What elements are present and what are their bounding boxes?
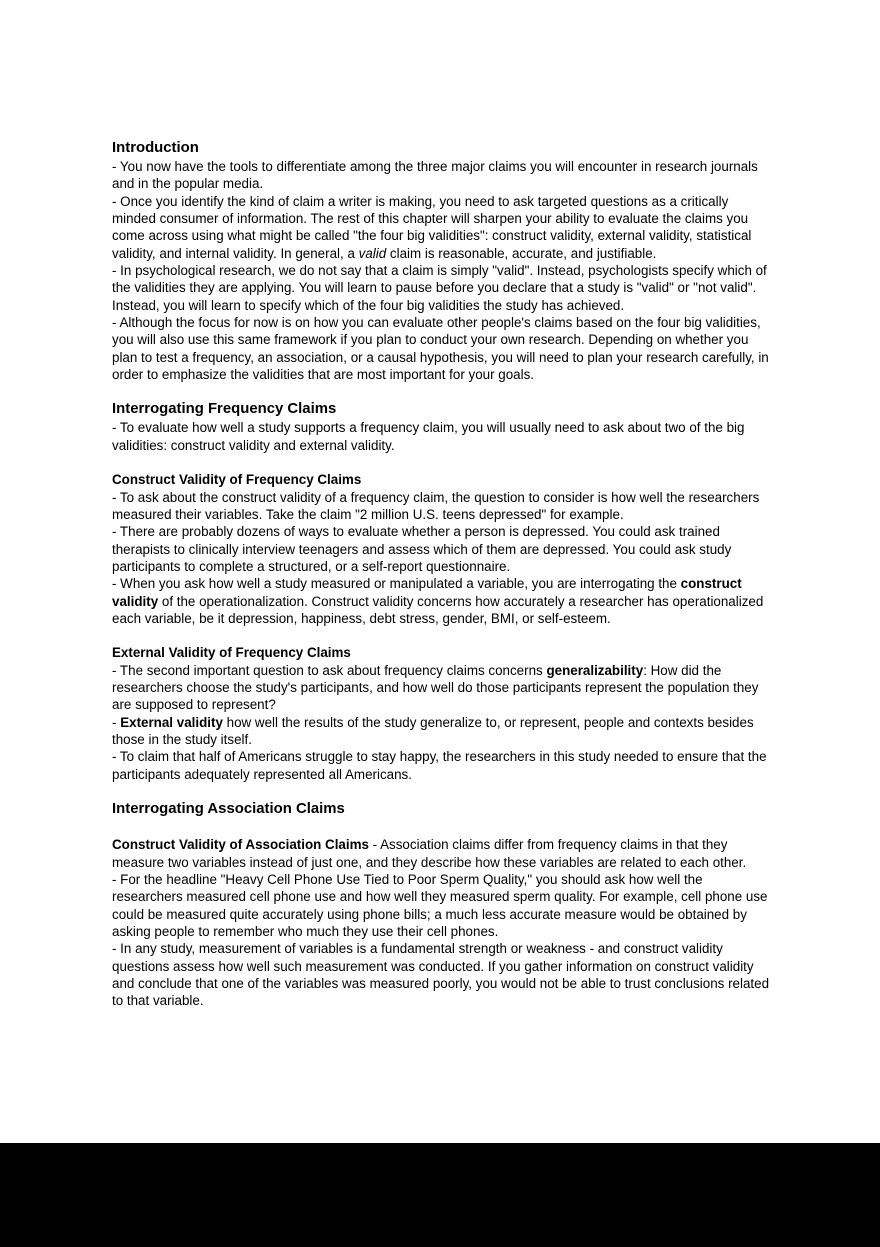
section (112, 139, 770, 383)
paragraph (112, 193, 770, 262)
text-run: - To claim that half of Americans struggle to stay happy, the researchers in this study needed to ensure that the participants adequately represented all Americans. (112, 749, 767, 782)
paragraph (112, 158, 770, 193)
text-run: External validity (120, 714, 223, 730)
text-run: - In any study, measurement of variables is a fundamental strength or weakness - and construct validity questions assess how well such measurement was conducted. If you gather information on construct validity and conclude that one of the variables was measured poorly, you would not be able to trust conclusions related to that variable. (112, 941, 770, 1009)
text-run: - To ask about the construct validity of a frequency claim, the question to consider is how well the researchers measured their variables. Take the claim "2 million U.S. teens depressed" for example. (112, 489, 760, 522)
text-run: generalizability (546, 662, 644, 678)
text-run: - Although the focus for now is on how you can evaluate other people's claims based on the four big validities, you will also use this same framework if you plan to conduct your own research. Depending on whether you plan to test a frequency, an association, or a causal hypothesis, you will need to plan your research carefully, in order to emphasize the validities that are most important for your goals. (112, 315, 769, 383)
text-run: valid (358, 245, 387, 261)
paragraph (112, 489, 770, 524)
bottom-black-bar (0, 1143, 880, 1247)
text-run: - For the headline "Heavy Cell Phone Use Tied to Poor Sperm Quality," you should ask how well the researchers measured cell phone use and how well they measured sperm quality. For example, cell phone use could be measured quite accurately using phone bills; a much less accurate measure would be obtained by asking people to remember who much they use their cell phones. (112, 872, 768, 940)
paragraph (112, 940, 770, 1009)
paragraph (112, 714, 770, 749)
section-heading: External Validity of Frequency Claims (112, 645, 351, 661)
text-run: - The second important question to ask about frequency claims concerns (112, 662, 547, 678)
section-heading: Interrogating Association Claims (112, 801, 345, 817)
paragraph (112, 419, 770, 454)
text-run: : How did the researchers choose the study's participants, and how well do those participants represent the population they are supposed to represent? (112, 662, 759, 713)
text-run: claim is reasonable, accurate, and justifiable. (386, 245, 657, 261)
section-heading: Construct Validity of Frequency Claims (112, 472, 362, 488)
text-run: - Once you identify the kind of claim a writer is making, you need to ask targeted questions as a critically minded consumer of information. The rest of this chapter will sharpen your ability to evaluate the claims you come across using what might be called "the four big validities": construct validity, external validity, statistical validity, and internal validity. In general, a (112, 193, 752, 261)
paragraph (112, 575, 770, 627)
document-body (112, 139, 770, 1010)
text-run: - You now have the tools to differentiate among the three major claims you will encounter in research journals and in the popular media. (112, 159, 758, 192)
text-run: Construct Validity of Association Claims (112, 837, 369, 853)
text-run: of the operationalization. Construct validity concerns how accurately a researcher has operationalized each variable, be it depression, happiness, debt stress, gender, BMI, or self-esteem. (112, 593, 764, 626)
text-run: how well the results of the study generalize to, or represent, people and contexts besides those in the study itself. (112, 714, 754, 747)
paragraph (112, 836, 770, 871)
text-run: - There are probably dozens of ways to evaluate whether a person is depressed. You could ask trained therapists to clinically interview teenagers and assess which of them are depressed. You could ask study participants to complete a structured, or a self-report questionnaire. (112, 524, 732, 574)
section (112, 400, 770, 454)
paragraph (112, 262, 770, 314)
paragraph (112, 871, 770, 940)
paragraph (112, 314, 770, 383)
section-heading: Interrogating Frequency Claims (112, 401, 337, 418)
text-run: - To evaluate how well a study supports a frequency claim, you will usually need to ask about two of the big validities: construct validity and external validity. (112, 420, 745, 453)
blank-line (112, 819, 770, 836)
text-run: - When you ask how well a study measured or manipulated a variable, you are interrogating the (112, 576, 681, 592)
section (112, 471, 770, 627)
text-run: - In psychological research, we do not say that a claim is simply "valid". Instead, psychologists specify which of the validities they are applying. You will learn to pause before you declare that a study is "valid" or "not valid". Instead, you will learn to specify which of the four big validities the study has achieved. (112, 263, 767, 313)
text-run: construct validity (112, 576, 742, 609)
paragraph (112, 523, 770, 575)
text-run: - Association claims differ from frequency claims in that they measure two variables instead of just one, and they describe how these variables are related to each other. (112, 837, 747, 870)
section (112, 644, 770, 783)
section-heading: Introduction (112, 140, 199, 156)
text-run: - (112, 714, 121, 730)
paragraph (112, 662, 770, 714)
section (112, 800, 770, 1010)
paragraph (112, 748, 770, 783)
